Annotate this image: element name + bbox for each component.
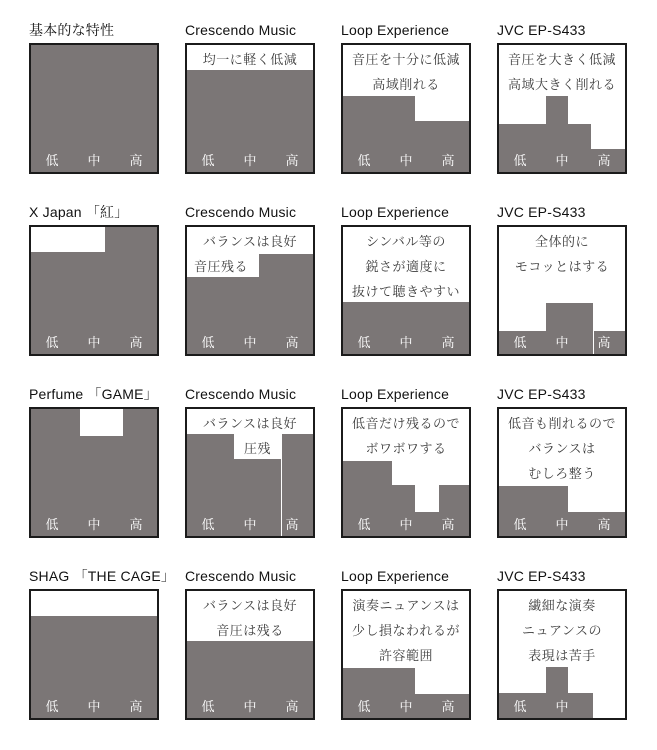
chart-cell — [497, 568, 627, 720]
band-label: 高 — [285, 153, 299, 168]
chart-title: Loop Experience — [341, 22, 450, 38]
band-label: 低 — [357, 517, 371, 532]
band-label: 中 — [243, 517, 257, 532]
band-label: 低 — [45, 335, 59, 350]
annotation-line: 低音も削れるので — [507, 416, 616, 431]
band-label: 中 — [87, 699, 101, 714]
chart-title: Loop Experience — [341, 386, 450, 402]
annotation-line: 演奏ニュアンスは — [352, 598, 460, 613]
band-label: 低 — [45, 153, 59, 168]
band-label: 中 — [555, 517, 569, 532]
band-labels — [343, 45, 469, 172]
band-label: 中 — [399, 517, 413, 532]
band-label: 高 — [129, 153, 143, 168]
band-label: 中 — [87, 517, 101, 532]
annotation-line: ニュアンスの — [521, 623, 603, 638]
chart-box — [341, 589, 471, 720]
annotation-line: むしろ整う — [528, 466, 596, 481]
chart-title: JVC EP-S433 — [497, 22, 586, 38]
chart-cell — [341, 204, 471, 356]
chart-box — [497, 589, 627, 720]
band-label: 高 — [441, 517, 455, 532]
band-label: 高 — [597, 517, 611, 532]
band-label: 高 — [285, 335, 299, 350]
band-label: 低 — [513, 517, 527, 532]
annotation-line: バランスは良好 — [202, 234, 298, 249]
band-label: 高 — [441, 153, 455, 168]
band-label: 中 — [87, 335, 101, 350]
chart-title: Crescendo Music — [185, 568, 297, 584]
band-label: 低 — [513, 153, 527, 168]
band-labels — [31, 591, 157, 718]
annotation-line: 鋭さが適度に — [365, 259, 447, 274]
band-label: 低 — [357, 335, 371, 350]
band-label: 中 — [243, 335, 257, 350]
band-label: 中 — [243, 699, 257, 714]
annotation-line: ボワボワする — [365, 441, 447, 456]
band-labels — [187, 227, 313, 354]
annotation-line: 表現は苦手 — [528, 648, 596, 663]
chart-title: Perfume 「GAME」 — [29, 386, 158, 402]
chart-title: Crescendo Music — [185, 204, 297, 220]
annotation-line: 均一に軽く低減 — [202, 52, 298, 67]
band-label: 中 — [87, 153, 101, 168]
annotation-line: 高域削れる — [372, 77, 440, 92]
chart-cell — [341, 22, 471, 174]
band-label: 中 — [399, 335, 413, 350]
band-label: 高 — [285, 699, 299, 714]
annotation-line: シンバル等の — [366, 234, 446, 249]
annotation-line: モコッとはする — [514, 259, 610, 274]
annotation-line: 音圧を十分に低減 — [351, 52, 460, 67]
band-labels — [343, 227, 469, 354]
chart-box — [185, 43, 315, 174]
annotation-line: 圧残 — [244, 441, 272, 456]
chart-box — [341, 407, 471, 538]
band-labels — [343, 409, 469, 536]
chart-title: Crescendo Music — [185, 386, 297, 402]
chart-box — [29, 589, 159, 720]
chart-box — [497, 225, 627, 356]
annotation-line: 許容範囲 — [378, 648, 433, 663]
chart-title: JVC EP-S433 — [497, 568, 586, 584]
chart-box — [497, 407, 627, 538]
chart-box — [185, 225, 315, 356]
annotation-line: バランスは良好 — [202, 598, 298, 613]
band-label: 高 — [597, 699, 611, 714]
band-labels — [187, 409, 313, 536]
chart-cell — [185, 386, 315, 538]
chart-box — [29, 407, 159, 538]
band-labels — [31, 45, 157, 172]
band-label: 高 — [129, 335, 143, 350]
chart-cell — [29, 568, 176, 720]
chart-box — [185, 589, 315, 720]
band-label: 低 — [201, 517, 215, 532]
band-label: 低 — [201, 153, 215, 168]
annotation-line: 音圧を大きく低減 — [507, 52, 616, 67]
band-labels — [187, 45, 313, 172]
band-label: 高 — [129, 699, 143, 714]
chart-title: JVC EP-S433 — [497, 204, 586, 220]
chart-box — [29, 43, 159, 174]
band-label: 中 — [399, 699, 413, 714]
chart-box — [497, 43, 627, 174]
chart-cell — [497, 22, 627, 174]
chart-cell — [29, 386, 159, 538]
chart-title: JVC EP-S433 — [497, 386, 586, 402]
chart-cell — [29, 22, 159, 174]
band-labels — [499, 227, 625, 354]
band-label: 高 — [441, 699, 455, 714]
band-label: 低 — [357, 699, 371, 714]
annotation-line: 音圧残る — [194, 259, 249, 274]
annotation-line: バランスは — [528, 441, 596, 456]
chart-cell — [185, 568, 315, 720]
chart-title: Loop Experience — [341, 568, 450, 584]
band-label: 高 — [597, 153, 611, 168]
band-label: 高 — [129, 517, 143, 532]
chart-box — [341, 225, 471, 356]
chart-cell — [185, 204, 315, 356]
band-label: 高 — [597, 335, 611, 350]
annotation-line: 繊細な演奏 — [528, 598, 596, 613]
chart-cell — [341, 568, 471, 720]
band-label: 高 — [441, 335, 455, 350]
chart-cell — [185, 22, 315, 174]
band-label: 低 — [45, 699, 59, 714]
annotation-line: 少し損なわれるが — [351, 623, 460, 638]
chart-cell — [29, 204, 159, 356]
band-labels — [499, 591, 625, 718]
band-label: 中 — [555, 153, 569, 168]
band-label: 低 — [357, 153, 371, 168]
band-label: 中 — [555, 335, 569, 350]
chart-box — [29, 225, 159, 356]
band-label: 低 — [513, 699, 527, 714]
band-labels — [31, 227, 157, 354]
band-labels — [499, 45, 625, 172]
band-labels — [31, 409, 157, 536]
chart-title: X Japan 「紅」 — [29, 204, 129, 220]
annotation-line: 全体的に — [534, 234, 589, 249]
annotation-line: 高域大きく削れる — [507, 77, 616, 92]
chart-title: 基本的な特性 — [29, 22, 115, 38]
annotation-line: 低音だけ残るので — [351, 416, 460, 431]
band-label: 中 — [555, 699, 569, 714]
band-labels — [187, 591, 313, 718]
band-label: 低 — [201, 335, 215, 350]
chart-box — [185, 407, 315, 538]
chart-box — [341, 43, 471, 174]
annotation-line: 音圧は残る — [216, 623, 284, 638]
chart-title: SHAG 「THE CAGE」 — [29, 568, 176, 584]
chart-title: Loop Experience — [341, 204, 450, 220]
chart-cell — [497, 204, 627, 356]
band-label: 中 — [243, 153, 257, 168]
chart-title: Crescendo Music — [185, 22, 297, 38]
band-label: 低 — [45, 517, 59, 532]
band-labels — [343, 591, 469, 718]
band-label: 高 — [285, 517, 299, 532]
annotation-line: バランスは良好 — [202, 416, 298, 431]
band-labels — [499, 409, 625, 536]
chart-cell — [341, 386, 471, 538]
chart-cell — [497, 386, 627, 538]
band-label: 低 — [201, 699, 215, 714]
band-label: 中 — [399, 153, 413, 168]
band-label: 低 — [513, 335, 527, 350]
annotation-line: 抜けて聴きやすい — [351, 284, 460, 299]
